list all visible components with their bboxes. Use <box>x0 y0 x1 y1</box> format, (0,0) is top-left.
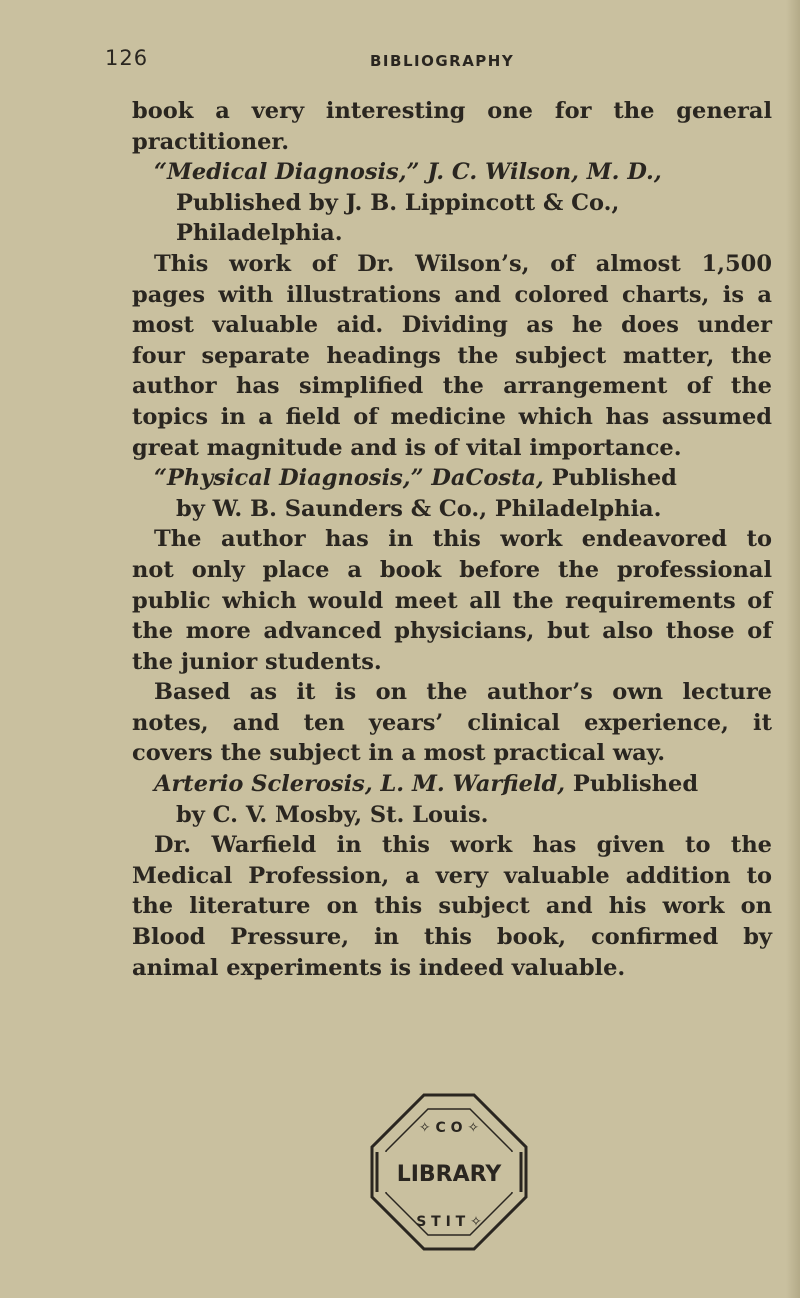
text-line: Blood Pressure, in this book, confirmed by <box>132 924 772 951</box>
text-line: The author has in this work endeavored to <box>154 526 772 553</box>
text-line: by C. V. Mosby, St. Louis. <box>176 801 489 828</box>
text-line: the more advanced physicians, but also those of <box>132 618 772 645</box>
entry-heading <box>132 769 772 800</box>
text-line: the junior students. <box>132 648 382 675</box>
text-line: Medical Profession, a very valuable addition to <box>132 862 772 889</box>
entry-publisher: Published <box>565 771 699 798</box>
text-line: four separate headings the subject matter, the <box>132 342 772 369</box>
text-line: Philadelphia. <box>176 220 343 247</box>
body-text <box>132 96 772 983</box>
text-line: This work of Dr. Wilson’s, of almost 1,500 <box>154 250 772 277</box>
svg-text:S T I T ✧: S T I T ✧ <box>416 1214 482 1230</box>
stamp-library-text: LIBRARY <box>396 1162 502 1187</box>
text-line: Published by J. B. Lippincott & Co., <box>176 189 620 216</box>
text-line: book a very interesting one for the general <box>132 98 772 124</box>
library-stamp <box>369 1092 529 1252</box>
text-line: practitioner. <box>132 128 290 155</box>
text-line: topics in a field of medicine which has assumed <box>132 403 772 430</box>
entry-heading <box>132 463 772 494</box>
text-line: Dr. Warfield in this work has given to the <box>154 832 772 859</box>
text-line: notes, and ten years’ clinical experience, it <box>132 709 772 736</box>
text-line: great magnitude and is of vital importance. <box>132 434 682 461</box>
entry-publisher: Published <box>543 465 677 492</box>
text-line: by W. B. Saunders & Co., Philadelphia. <box>176 495 662 522</box>
text-line: not only place a book before the professional <box>132 556 772 583</box>
page-edge <box>786 0 800 1298</box>
page-header <box>0 46 800 76</box>
page-number: 126 <box>105 46 149 70</box>
text-line: animal experiments is indeed valuable. <box>132 954 626 981</box>
text-line: covers the subject in a most practical way. <box>132 740 666 767</box>
svg-text:✧ C O ✧: ✧ C O ✧ <box>418 1120 480 1136</box>
text-line: most valuable aid. Dividing as he does under <box>132 312 772 339</box>
entry-title: Arterio Sclerosis, L. M. Warfield, <box>154 771 566 798</box>
text-line: author has simplified the arrangement of the <box>132 373 772 400</box>
entry-title: “Medical Diagnosis,” J. C. Wilson, M. D., <box>154 159 662 186</box>
entry-heading <box>132 157 772 188</box>
text-line: public which would meet all the requirements of <box>132 587 772 614</box>
text-line: Based as it is on the author’s own lecture <box>154 679 772 706</box>
text-line: the literature on this subject and his work on <box>132 893 772 920</box>
running-head: BIBLIOGRAPHY <box>370 52 515 70</box>
entry-title: “Physical Diagnosis,” DaCosta, <box>154 465 544 492</box>
text-line: pages with illustrations and colored charts, is a <box>132 281 772 308</box>
